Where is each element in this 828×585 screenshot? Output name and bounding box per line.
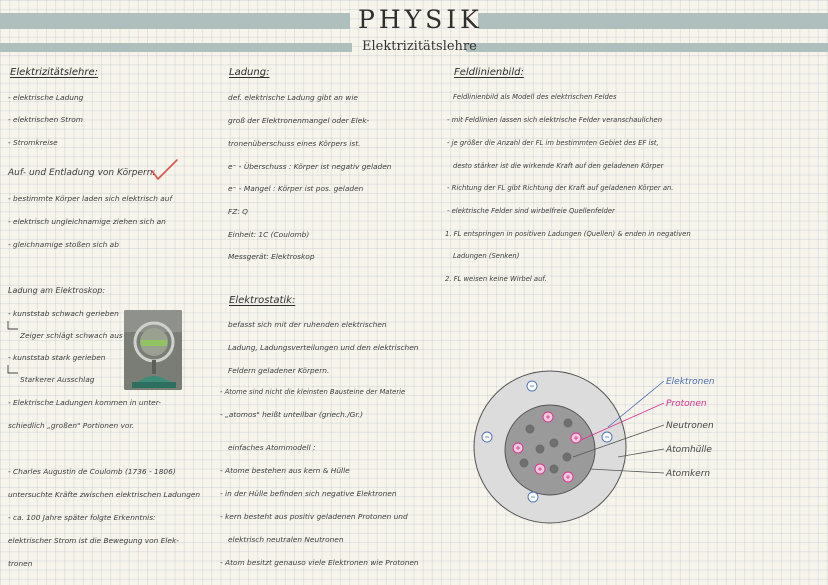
label-core: Atomkern xyxy=(666,469,711,479)
electrostatics-line: - Atom besitzt genauso viele Elektronen wie Protonen xyxy=(220,558,419,567)
label-electrons: Elektronen xyxy=(666,377,715,387)
electrostatics-line: - „atomos" heißt unteilbar (griech./Gr.) xyxy=(220,410,363,419)
col3-line: Ladungen (Senken) xyxy=(453,252,520,260)
proton-particle xyxy=(543,412,553,422)
proton-particle xyxy=(513,443,523,453)
atom-model-diagram xyxy=(468,365,728,541)
col1-heading: Elektrizitätslehre: xyxy=(10,67,98,78)
electroscope-photo xyxy=(124,310,182,390)
coulomb-item: tronen xyxy=(8,559,33,568)
col2-heading: Ladung: xyxy=(229,67,270,78)
coulomb-item: - ca. 100 Jahre später folgte Erkenntnis: xyxy=(8,513,156,522)
electrostatics-line: - Atome sind nicht die kleinsten Bausteine der Materie xyxy=(220,388,406,396)
neutron-particle xyxy=(526,425,534,433)
col3-line: 2. FL weisen keine Wirbel auf. xyxy=(445,275,547,283)
electroscope-item: - Elektrische Ladungen kommen in unter- xyxy=(8,398,162,407)
col3-line: - Richtung der FL gibt Richtung der Kraft auf geladenen Körper an. xyxy=(447,184,674,192)
page-subtitle: Elektrizitätslehre xyxy=(362,39,477,54)
arrow-icon xyxy=(6,364,20,378)
electron-particle xyxy=(482,432,492,442)
label-shell: Atomhülle xyxy=(666,445,712,455)
neutron-particle xyxy=(564,419,572,427)
electroscope-item: - kunststab stark gerieben xyxy=(8,353,106,362)
electrostatics-heading: Elektrostatik: xyxy=(229,295,296,306)
electrostatics-line: Feldern geladener Körpern. xyxy=(228,366,330,375)
col1-subitem: - bestimmte Körper laden sich elektrisch auf xyxy=(8,194,173,203)
col3-heading: Feldlinienbild: xyxy=(454,67,524,78)
checkmark-icon xyxy=(150,158,180,182)
electrostatics-line: - Atome bestehen aus kern & Hülle xyxy=(220,466,350,475)
col2-line: e⁻ - Mangel : Körper ist pos. geladen xyxy=(228,184,364,193)
col3-line: 1. FL entspringen in positiven Ladungen (Quellen) & enden in negativen xyxy=(445,230,691,238)
col2-line: tronenüberschuss eines Körpers ist. xyxy=(228,139,361,148)
col3-line: desto stärker ist die wirkende Kraft auf den geladenen Körper xyxy=(453,162,664,170)
electroscope-item: - kunststab schwach gerieben xyxy=(8,309,119,318)
col3-line: - mit Feldlinien lassen sich elektrische Felder veranschaulichen xyxy=(447,116,663,124)
neutron-particle xyxy=(536,445,544,453)
col2-line: e⁻ - Überschuss : Körper ist negativ geladen xyxy=(228,162,392,171)
col2-line: def. elektrische Ladung gibt an wie xyxy=(228,93,358,102)
col1-subitem: - elektrisch ungleichnamige ziehen sich an xyxy=(8,217,166,226)
arrow-icon xyxy=(6,320,20,334)
col2-line: FZ: Q xyxy=(228,207,248,216)
electroscope-item: Starkerer Ausschlag xyxy=(20,375,95,384)
proton-particle xyxy=(571,433,581,443)
electrostatics-line: - in der Hülle befinden sich negative Elektronen xyxy=(220,489,397,498)
page-title: PHYSIK xyxy=(358,5,483,34)
col1-subheading: Auf- und Entladung von Körpern: xyxy=(8,168,156,178)
neutron-particle xyxy=(550,439,558,447)
neutron-particle xyxy=(563,453,571,461)
label-neutrons: Neutronen xyxy=(666,421,714,431)
col3-line: - elektrische Felder sind wirbelfreie Quellenfelder xyxy=(447,207,615,215)
coulomb-item: elektrischer Strom ist die Bewegung von Elek- xyxy=(8,536,179,545)
electrostatics-line: elektrisch neutralen Neutronen xyxy=(228,535,344,544)
electroscope-item: Zeiger schlägt schwach aus xyxy=(20,331,123,340)
electroscope-item: schiedlich „großen" Portionen vor. xyxy=(8,421,135,430)
electron-particle xyxy=(528,492,538,502)
subheader-band-right xyxy=(466,43,828,52)
electrostatics-line: - kern besteht aus positiv geladenen Protonen und xyxy=(220,512,408,521)
electron-particle xyxy=(527,381,537,391)
header-band-left xyxy=(0,13,350,29)
header-band-right xyxy=(478,13,828,29)
coulomb-item: - Charles Augustin de Coulomb (1736 - 1806) xyxy=(8,467,176,476)
label-protons: Protonen xyxy=(666,399,707,409)
col1-item: - elektrischen Strom xyxy=(8,115,83,124)
col3-line: - je größer die Anzahl der FL im bestimmten Gebiet des EF ist, xyxy=(447,139,659,147)
electrostatics-line: einfaches Atommodell : xyxy=(228,443,316,452)
subheader-band-left xyxy=(0,43,352,52)
neutron-particle xyxy=(520,459,528,467)
electroscope-heading: Ladung am Elektroskop: xyxy=(8,286,106,295)
electron-particle xyxy=(602,432,612,442)
col3-line: Feldlinienbild als Modell des elektrischen Feldes xyxy=(453,93,617,101)
col1-subitem: - gleichnamige stoßen sich ab xyxy=(8,240,119,249)
proton-particle xyxy=(535,464,545,474)
neutron-particle xyxy=(550,465,558,473)
electrostatics-line: befasst sich mit der ruhenden elektrischen xyxy=(228,320,387,329)
col2-line: Messgerät: Elektroskop xyxy=(228,252,315,261)
col2-line: groß der Elektronenmangel oder Elek- xyxy=(228,116,370,125)
electrostatics-line: Ladung, Ladungsverteilungen und den elektrischen xyxy=(228,343,419,352)
col1-item: - Stromkreise xyxy=(8,138,58,147)
col2-line: Einheit: 1C (Coulomb) xyxy=(228,230,310,239)
proton-particle xyxy=(563,472,573,482)
col1-item: - elektrische Ladung xyxy=(8,93,84,102)
coulomb-item: untersuchte Kräfte zwischen elektrischen Ladungen xyxy=(8,490,201,499)
